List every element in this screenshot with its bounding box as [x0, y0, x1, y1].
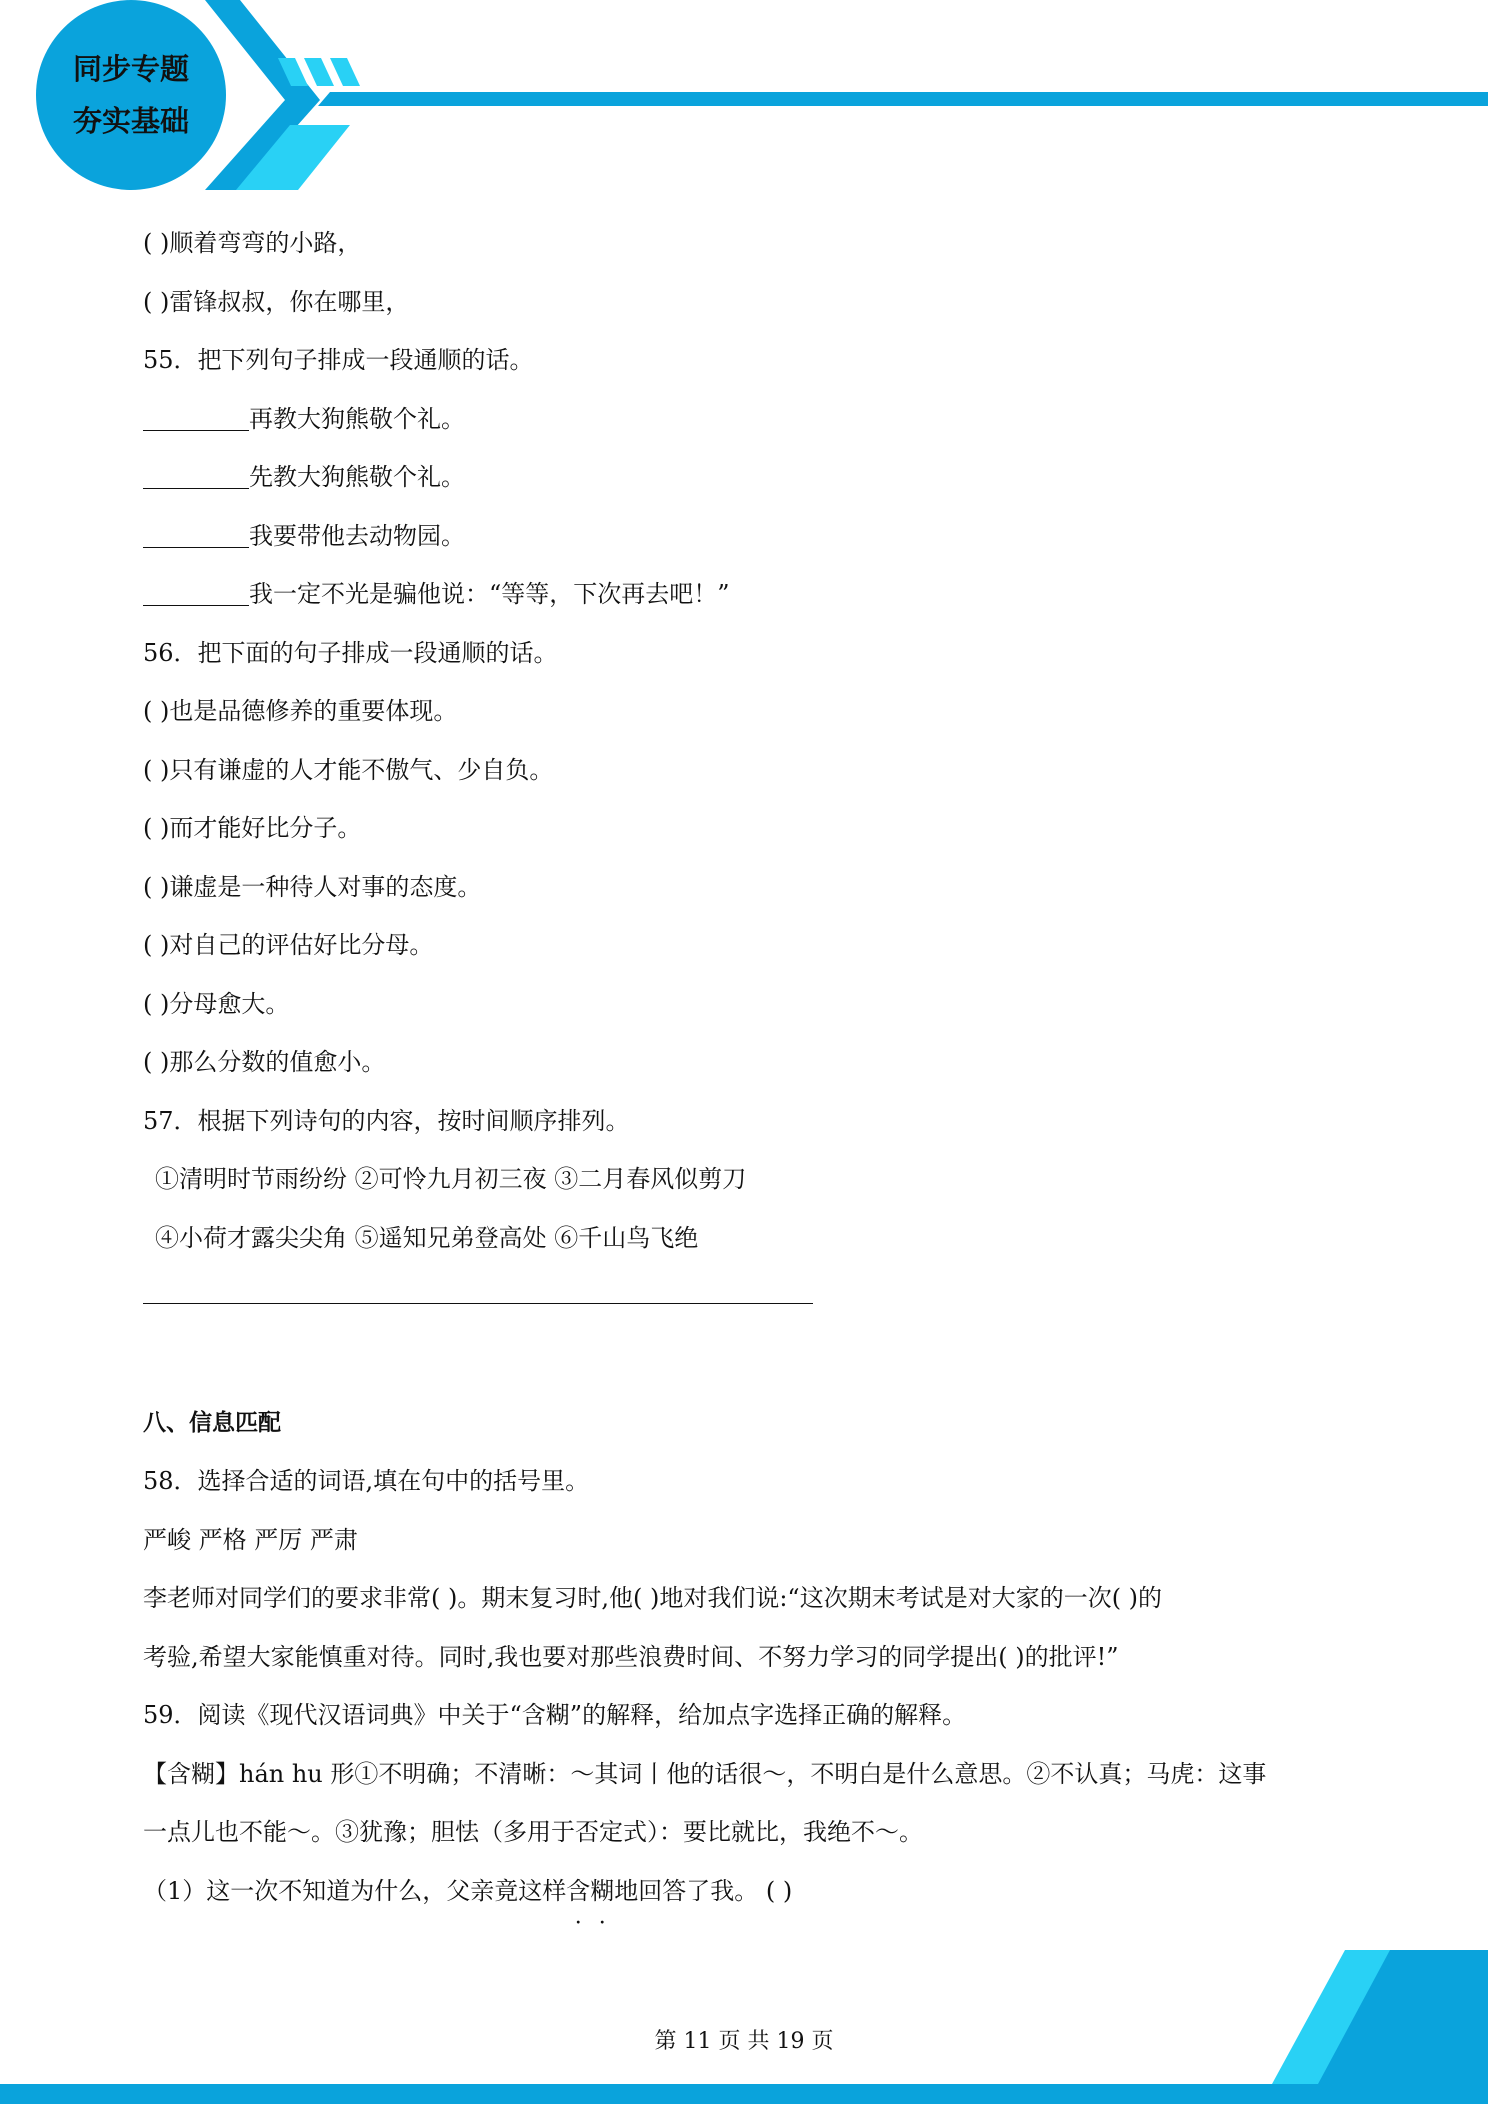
q56-item: ( )对自己的评估好比分母。	[143, 931, 434, 959]
document-body	[143, 214, 1373, 1920]
answer-blank[interactable]	[143, 408, 249, 431]
q56-item: ( )分母愈大。	[143, 989, 290, 1018]
q59-definition-1: 【含糊】hán hu 形①不明确；不清晰：～其词丨他的话很～，不明白是什么意思。②不认真；马虎：这事	[143, 1759, 1267, 1788]
q57-options-row-2: ④小荷才露尖尖角 ⑤遥知兄弟登高处 ⑥千山鸟飞绝	[155, 1223, 699, 1252]
question-55: 55．把下列句子排成一段通顺的话。	[143, 346, 534, 374]
q59-definition-2: 一点儿也不能～。③犹豫；胆怯（多用于否定式）：要比就比，我绝不～。	[143, 1818, 923, 1846]
badge-line2: 夯实基础	[72, 104, 189, 138]
q55-item-2: 先教大狗熊敬个礼。	[143, 448, 1373, 507]
q55-item-4: 我一定不光是骗他说：“等等，下次再去吧！”	[143, 565, 1373, 624]
q57-answer-line	[143, 1267, 1373, 1326]
line-2: ( )雷锋叔叔，你在哪里，	[143, 287, 410, 316]
q58-text-1: 李老师对同学们的要求非常( )。期末复习时,他( )地对我们说:“这次期末考试是对大家的一次( )的	[143, 1584, 1163, 1612]
question-57: 57．根据下列诗句的内容，按时间顺序排列。	[143, 1106, 630, 1135]
question-59: 59．阅读《现代汉语词典》中关于“含糊”的解释，给加点字选择正确的解释。	[143, 1701, 967, 1729]
page-number: 第 11 页 共 19 页	[654, 2029, 834, 2054]
dotted-char: 含	[566, 1876, 591, 1905]
question-56: 56．把下面的句子排成一段通顺的话。	[143, 638, 558, 667]
q56-item: ( )那么分数的值愈小。	[143, 1048, 386, 1076]
badge-line1: 同步专题	[72, 52, 189, 86]
dotted-char: 糊	[590, 1876, 615, 1905]
q56-item: ( )只有谦虚的人才能不傲气、少自负。	[143, 755, 554, 784]
q56-item: ( )而才能好比分子。	[143, 814, 362, 842]
answer-blank[interactable]	[143, 525, 249, 548]
q56-item: ( )也是品德修养的重要体现。	[143, 697, 458, 725]
line-1: ( )顺着弯弯的小路，	[143, 229, 362, 257]
answer-blank[interactable]	[143, 466, 249, 489]
q56-item: ( )谦虚是一种待人对事的态度。	[143, 872, 482, 901]
question-58: 58．选择合适的词语,填在句中的括号里。	[143, 1467, 590, 1495]
q59-sub-1: （1）这一次不知道为什么，父亲竟这样含糊地回答了我。 ( )	[143, 1876, 793, 1905]
q55-item-1: 再教大狗熊敬个礼。	[143, 390, 1373, 449]
q58-word-bank: 严峻 严格 严厉 严肃	[143, 1525, 358, 1554]
section-title-8: 八、信息匹配	[143, 1409, 281, 1436]
header-badge	[36, 0, 226, 190]
answer-blank[interactable]	[143, 583, 249, 606]
q58-text-2: 考验,希望大家能慎重对待。同时,我也要对那些浪费时间、不努力学习的同学提出( )的批评!”	[143, 1642, 1119, 1671]
q55-item-3: 我要带他去动物园。	[143, 507, 1373, 566]
answer-blank[interactable]	[143, 1273, 813, 1304]
q57-options-row-1: ①清明时节雨纷纷 ②可怜九月初三夜 ③二月春风似剪刀	[155, 1165, 747, 1193]
